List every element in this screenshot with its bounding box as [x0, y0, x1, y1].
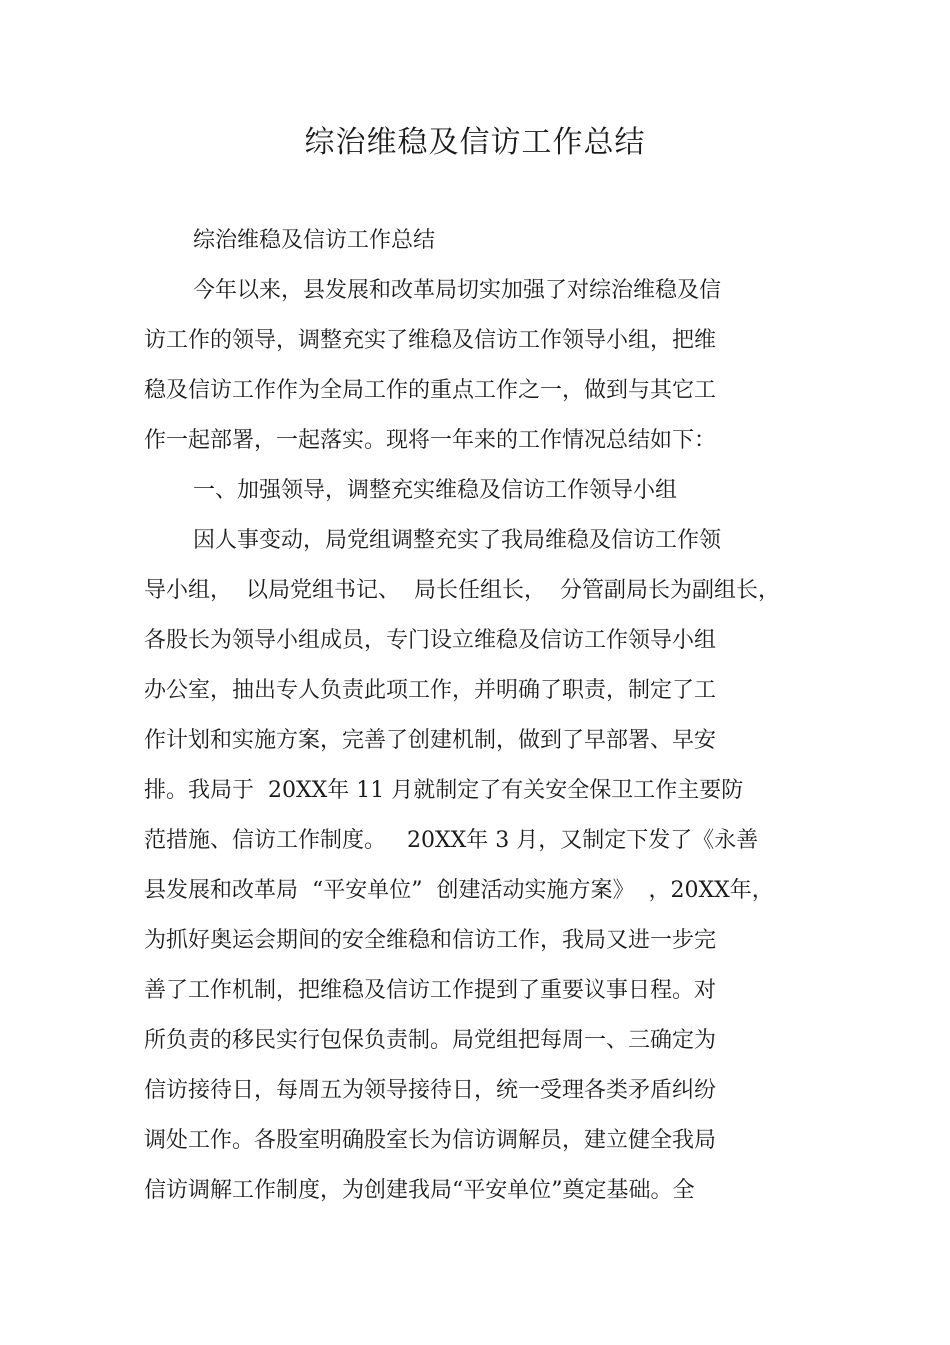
section-heading: 一、加强领导，调整充实维稳及信访工作领导小组 [193, 478, 678, 503]
paragraph-line: 信访接待日，每周五为领导接待日，统一受理各类矛盾纠纷 [144, 1078, 717, 1103]
paragraph-line: 因人事变动，局党组调整充实了我局维稳及信访工作领 [193, 528, 722, 553]
paragraph-line: 导小组， 以局党组书记、 局长任组长， 分管副局长为副组长， [144, 578, 780, 603]
paragraph-line: 作计划和实施方案，完善了创建机制，做到了早部署、早安 [144, 728, 717, 753]
paragraph-line: 稳及信访工作作为全局工作的重点工作之一，做到与其它工 [144, 378, 717, 403]
subtitle-line: 综治维稳及信访工作总结 [193, 228, 436, 253]
paragraph-line: 信访调解工作制度，为创建我局“平安单位”奠定基础。全 [144, 1178, 695, 1203]
paragraph-line: 办公室，抽出专人负责此项工作，并明确了职责，制定了工 [144, 678, 717, 703]
paragraph-line: 作一起部署，一起落实。现将一年来的工作情况总结如下： [144, 428, 717, 453]
paragraph-line: 善了工作机制，把维稳及信访工作提到了重要议事日程。对 [144, 978, 717, 1003]
paragraph-line: 调处工作。各股室明确股室长为信访调解员，建立健全我局 [144, 1128, 717, 1153]
paragraph-line: 各股长为领导小组成员，专门设立维稳及信访工作领导小组 [144, 628, 717, 653]
paragraph-line: 县发展和改革局 “平安单位” 创建活动实施方案》 ，20XX年， [144, 878, 774, 903]
paragraph-line: 范措施、信访工作制度。 20XX年 3 月，又制定下发了《永善 [144, 828, 759, 853]
paragraph-line: 排。我局于 20XX年 11 月就制定了有关安全保卫工作主要防 [144, 778, 744, 803]
paragraph-line: 为抓好奥运会期间的安全维稳和信访工作，我局又进一步完 [144, 928, 717, 953]
paragraph-line: 今年以来，县发展和改革局切实加强了对综治维稳及信 [193, 278, 722, 303]
paragraph-line: 所负责的移民实行包保负责制。局党组把每周一、三确定为 [144, 1028, 717, 1053]
document-title: 综治维稳及信访工作总结 [304, 125, 646, 160]
paragraph-line: 访工作的领导，调整充实了维稳及信访工作领导小组，把维 [144, 328, 717, 353]
